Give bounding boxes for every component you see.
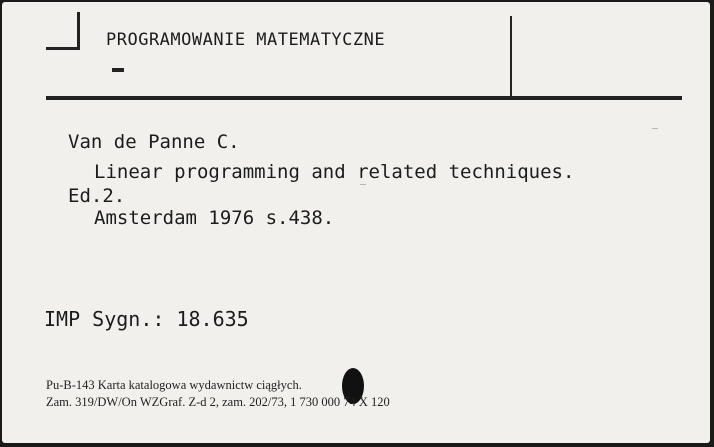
entry-publication: Amsterdam 1976 s.438. [94,207,335,229]
corner-bracket [46,12,80,50]
header-rule [46,96,682,100]
pencil-mark [652,128,658,129]
catalog-card [2,2,710,443]
entry-edition: Ed.2. [68,185,126,207]
entry-author: Van de Panne C. [68,131,240,153]
header-divider [510,16,512,96]
pencil-mark [360,184,366,185]
subject-heading: PROGRAMOWANIE MATEMATYCZNE [106,30,386,50]
footer-print-line: Zam. 319/DW/On WZGraf. Z-d 2, zam. 202/73, 1 730 000 74 X 120 [46,395,390,409]
shelf-signature: IMP Sygn.: 18.635 [44,307,249,331]
entry-title: Linear programming and related techniques. [94,161,575,183]
header-dash [112,68,124,72]
footer-form-line: Pu-B-143 Karta katalogowa wydawnictw ciągłych. [46,378,302,392]
